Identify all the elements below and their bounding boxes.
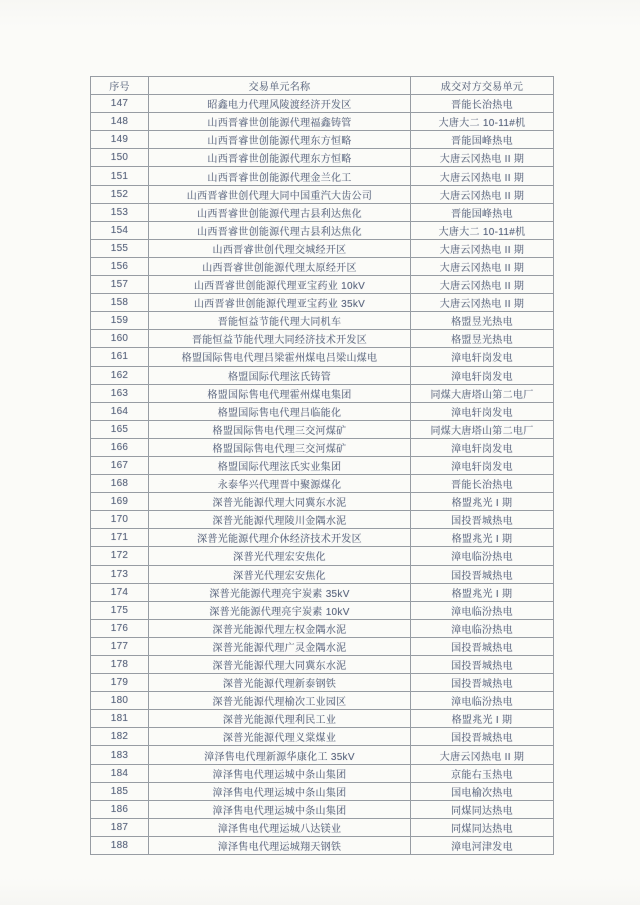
cell-unit-name: 深普光能源代理大同冀东水泥 <box>149 493 411 511</box>
table-row <box>91 728 554 746</box>
cell-counterparty-unit: 国投晋城热电 <box>411 728 554 746</box>
cell-serial-number: 177 <box>91 637 149 655</box>
table-row <box>91 565 554 583</box>
cell-unit-name: 深普光能源代理新泰钢铁 <box>149 674 411 692</box>
cell-serial-number: 186 <box>91 800 149 818</box>
cell-unit-name: 格盟国际售电代理三交河煤矿 <box>149 438 411 456</box>
cell-unit-name: 格盟国际售电代理吕临能化 <box>149 402 411 420</box>
cell-counterparty-unit: 漳电轩岗发电 <box>411 438 554 456</box>
cell-counterparty-unit: 漳电临汾热电 <box>411 692 554 710</box>
table-row <box>91 601 554 619</box>
cell-serial-number: 180 <box>91 692 149 710</box>
cell-serial-number: 168 <box>91 475 149 493</box>
cell-serial-number: 147 <box>91 95 149 113</box>
table-row <box>91 764 554 782</box>
cell-unit-name: 深普光能源代理左权金隅水泥 <box>149 619 411 637</box>
cell-counterparty-unit: 大唐云冈热电 II 期 <box>411 149 554 167</box>
cell-counterparty-unit: 漳电轩岗发电 <box>411 348 554 366</box>
cell-counterparty-unit: 晋能长治热电 <box>411 95 554 113</box>
cell-unit-name: 深普光代理宏安焦化 <box>149 547 411 565</box>
table-row <box>91 746 554 764</box>
column-header-serial-number: 序号 <box>91 77 149 95</box>
cell-counterparty-unit: 漳电河津发电 <box>411 836 554 854</box>
table-row <box>91 836 554 854</box>
table-row <box>91 384 554 402</box>
table-row <box>91 710 554 728</box>
trading-units-table <box>90 76 554 855</box>
cell-unit-name: 漳泽售电代理运城中条山集团 <box>149 764 411 782</box>
table-row <box>91 257 554 275</box>
cell-counterparty-unit: 漳电轩岗发电 <box>411 456 554 474</box>
table-row <box>91 294 554 312</box>
cell-serial-number: 159 <box>91 312 149 330</box>
table-row <box>91 818 554 836</box>
cell-serial-number: 155 <box>91 239 149 257</box>
cell-serial-number: 175 <box>91 601 149 619</box>
cell-unit-name: 深普光能源代理义棠煤业 <box>149 728 411 746</box>
cell-serial-number: 183 <box>91 746 149 764</box>
cell-counterparty-unit: 大唐云冈热电 II 期 <box>411 746 554 764</box>
table-row <box>91 782 554 800</box>
cell-serial-number: 182 <box>91 728 149 746</box>
cell-unit-name: 深普光代理宏安焦化 <box>149 565 411 583</box>
cell-counterparty-unit: 晋能国峰热电 <box>411 203 554 221</box>
cell-unit-name: 山西晋睿世创能源代理东方恒略 <box>149 131 411 149</box>
cell-counterparty-unit: 格盟兆光 I 期 <box>411 710 554 728</box>
cell-serial-number: 172 <box>91 547 149 565</box>
cell-serial-number: 158 <box>91 294 149 312</box>
table-row <box>91 674 554 692</box>
table-row <box>91 529 554 547</box>
cell-unit-name: 深普光能源代理广灵金隅水泥 <box>149 637 411 655</box>
cell-counterparty-unit: 晋能国峰热电 <box>411 131 554 149</box>
table-row <box>91 113 554 131</box>
table-row <box>91 312 554 330</box>
table-body <box>91 95 554 855</box>
cell-serial-number: 151 <box>91 167 149 185</box>
table-row <box>91 348 554 366</box>
cell-unit-name: 深普光能源代理陵川金隅水泥 <box>149 511 411 529</box>
cell-counterparty-unit: 大唐云冈热电 II 期 <box>411 294 554 312</box>
cell-serial-number: 169 <box>91 493 149 511</box>
cell-unit-name: 山西晋睿世创能源代理亚宝药业 35kV <box>149 294 411 312</box>
table-row <box>91 583 554 601</box>
cell-unit-name: 漳泽售电代理新源华康化工 35kV <box>149 746 411 764</box>
cell-counterparty-unit: 格盟兆光 I 期 <box>411 583 554 601</box>
cell-counterparty-unit: 大唐云冈热电 II 期 <box>411 167 554 185</box>
table-row <box>91 511 554 529</box>
cell-serial-number: 163 <box>91 384 149 402</box>
table-row <box>91 402 554 420</box>
table-row <box>91 547 554 565</box>
table-header-row <box>91 77 554 95</box>
table-header <box>91 77 554 95</box>
table-row <box>91 239 554 257</box>
cell-counterparty-unit: 国投晋城热电 <box>411 637 554 655</box>
cell-unit-name: 漳泽售电代理运城中条山集团 <box>149 782 411 800</box>
cell-counterparty-unit: 大唐云冈热电 II 期 <box>411 257 554 275</box>
cell-counterparty-unit: 同煤同达热电 <box>411 818 554 836</box>
cell-unit-name: 格盟国际售电代理吕梁霍州煤电吕梁山煤电 <box>149 348 411 366</box>
table-row <box>91 95 554 113</box>
cell-serial-number: 162 <box>91 366 149 384</box>
cell-unit-name: 昭鑫电力代理风陵渡经济开发区 <box>149 95 411 113</box>
cell-counterparty-unit: 漳电临汾热电 <box>411 547 554 565</box>
cell-serial-number: 179 <box>91 674 149 692</box>
cell-unit-name: 山西晋睿世创能源代理金兰化工 <box>149 167 411 185</box>
cell-counterparty-unit: 大唐大二 10-11#机 <box>411 113 554 131</box>
cell-counterparty-unit: 大唐云冈热电 II 期 <box>411 276 554 294</box>
cell-serial-number: 160 <box>91 330 149 348</box>
cell-unit-name: 格盟国际代理泫氏实业集团 <box>149 456 411 474</box>
cell-serial-number: 148 <box>91 113 149 131</box>
table-row <box>91 167 554 185</box>
cell-counterparty-unit: 漳电临汾热电 <box>411 601 554 619</box>
cell-counterparty-unit: 大唐云冈热电 II 期 <box>411 239 554 257</box>
cell-counterparty-unit: 同煤大唐塔山第二电厂 <box>411 420 554 438</box>
column-header-unit-name: 交易单元名称 <box>149 77 411 95</box>
table-row <box>91 656 554 674</box>
cell-serial-number: 174 <box>91 583 149 601</box>
table-row <box>91 800 554 818</box>
cell-counterparty-unit: 格盟兆光 I 期 <box>411 529 554 547</box>
cell-unit-name: 山西晋睿世创能源代理东方恒略 <box>149 149 411 167</box>
cell-serial-number: 188 <box>91 836 149 854</box>
table-row <box>91 185 554 203</box>
cell-unit-name: 格盟国际售电代理霍州煤电集团 <box>149 384 411 402</box>
cell-serial-number: 167 <box>91 456 149 474</box>
cell-unit-name: 漳泽售电代理运城八达镁业 <box>149 818 411 836</box>
cell-serial-number: 157 <box>91 276 149 294</box>
table-row <box>91 330 554 348</box>
cell-serial-number: 153 <box>91 203 149 221</box>
cell-unit-name: 永泰华兴代理晋中聚源煤化 <box>149 475 411 493</box>
cell-serial-number: 187 <box>91 818 149 836</box>
cell-unit-name: 格盟国际售电代理三交河煤矿 <box>149 420 411 438</box>
table-row <box>91 692 554 710</box>
cell-serial-number: 164 <box>91 402 149 420</box>
cell-serial-number: 184 <box>91 764 149 782</box>
cell-serial-number: 165 <box>91 420 149 438</box>
cell-unit-name: 漳泽售电代理运城中条山集团 <box>149 800 411 818</box>
cell-counterparty-unit: 国投晋城热电 <box>411 511 554 529</box>
cell-serial-number: 178 <box>91 656 149 674</box>
cell-unit-name: 山西晋睿世创能源代理古县利达焦化 <box>149 221 411 239</box>
cell-counterparty-unit: 国投晋城热电 <box>411 656 554 674</box>
cell-counterparty-unit: 格盟兆光 I 期 <box>411 493 554 511</box>
table-row <box>91 131 554 149</box>
cell-serial-number: 152 <box>91 185 149 203</box>
table-row <box>91 493 554 511</box>
cell-serial-number: 171 <box>91 529 149 547</box>
table-row <box>91 221 554 239</box>
cell-unit-name: 山西晋睿世创能源代理亚宝药业 10kV <box>149 276 411 294</box>
cell-unit-name: 山西晋睿世创能源代理福鑫铸管 <box>149 113 411 131</box>
table-row <box>91 366 554 384</box>
table-row <box>91 619 554 637</box>
cell-unit-name: 深普光能源代理榆次工业园区 <box>149 692 411 710</box>
cell-serial-number: 170 <box>91 511 149 529</box>
cell-counterparty-unit: 国投晋城热电 <box>411 674 554 692</box>
cell-counterparty-unit: 大唐云冈热电 II 期 <box>411 185 554 203</box>
table-row <box>91 438 554 456</box>
cell-unit-name: 漳泽售电代理运城翔天钢铁 <box>149 836 411 854</box>
cell-counterparty-unit: 京能右玉热电 <box>411 764 554 782</box>
cell-counterparty-unit: 国电榆次热电 <box>411 782 554 800</box>
cell-counterparty-unit: 晋能长治热电 <box>411 475 554 493</box>
cell-counterparty-unit: 漳电临汾热电 <box>411 619 554 637</box>
table-row <box>91 420 554 438</box>
cell-serial-number: 156 <box>91 257 149 275</box>
cell-counterparty-unit: 同煤同达热电 <box>411 800 554 818</box>
cell-unit-name: 深普光能源代理亮宇炭素 10kV <box>149 601 411 619</box>
cell-counterparty-unit: 格盟昱光热电 <box>411 312 554 330</box>
cell-unit-name: 山西晋睿世创能源代理太原经开区 <box>149 257 411 275</box>
cell-counterparty-unit: 漳电轩岗发电 <box>411 402 554 420</box>
cell-serial-number: 181 <box>91 710 149 728</box>
cell-unit-name: 深普光能源代理亮宇炭素 35kV <box>149 583 411 601</box>
cell-serial-number: 154 <box>91 221 149 239</box>
cell-serial-number: 149 <box>91 131 149 149</box>
cell-serial-number: 150 <box>91 149 149 167</box>
cell-counterparty-unit: 大唐大二 10-11#机 <box>411 221 554 239</box>
table-row <box>91 475 554 493</box>
cell-serial-number: 176 <box>91 619 149 637</box>
cell-unit-name: 深普光能源代理大同冀东水泥 <box>149 656 411 674</box>
cell-unit-name: 深普光能源代理介休经济技术开发区 <box>149 529 411 547</box>
column-header-counterparty-unit: 成交对方交易单元 <box>411 77 554 95</box>
cell-unit-name: 晋能恒益节能代理大同机车 <box>149 312 411 330</box>
cell-counterparty-unit: 格盟昱光热电 <box>411 330 554 348</box>
table-row <box>91 276 554 294</box>
cell-unit-name: 山西晋睿世创代理大同中国重汽大齿公司 <box>149 185 411 203</box>
cell-counterparty-unit: 漳电轩岗发电 <box>411 366 554 384</box>
cell-unit-name: 深普光能源代理利民工业 <box>149 710 411 728</box>
cell-serial-number: 161 <box>91 348 149 366</box>
cell-unit-name: 格盟国际代理泫氏铸管 <box>149 366 411 384</box>
cell-unit-name: 山西晋睿世创代理交城经开区 <box>149 239 411 257</box>
cell-unit-name: 晋能恒益节能代理大同经济技术开发区 <box>149 330 411 348</box>
table-row <box>91 637 554 655</box>
cell-serial-number: 166 <box>91 438 149 456</box>
table-row <box>91 456 554 474</box>
cell-counterparty-unit: 国投晋城热电 <box>411 565 554 583</box>
table-row <box>91 149 554 167</box>
cell-serial-number: 185 <box>91 782 149 800</box>
table-row <box>91 203 554 221</box>
cell-counterparty-unit: 同煤大唐塔山第二电厂 <box>411 384 554 402</box>
cell-serial-number: 173 <box>91 565 149 583</box>
cell-unit-name: 山西晋睿世创能源代理古县利达焦化 <box>149 203 411 221</box>
